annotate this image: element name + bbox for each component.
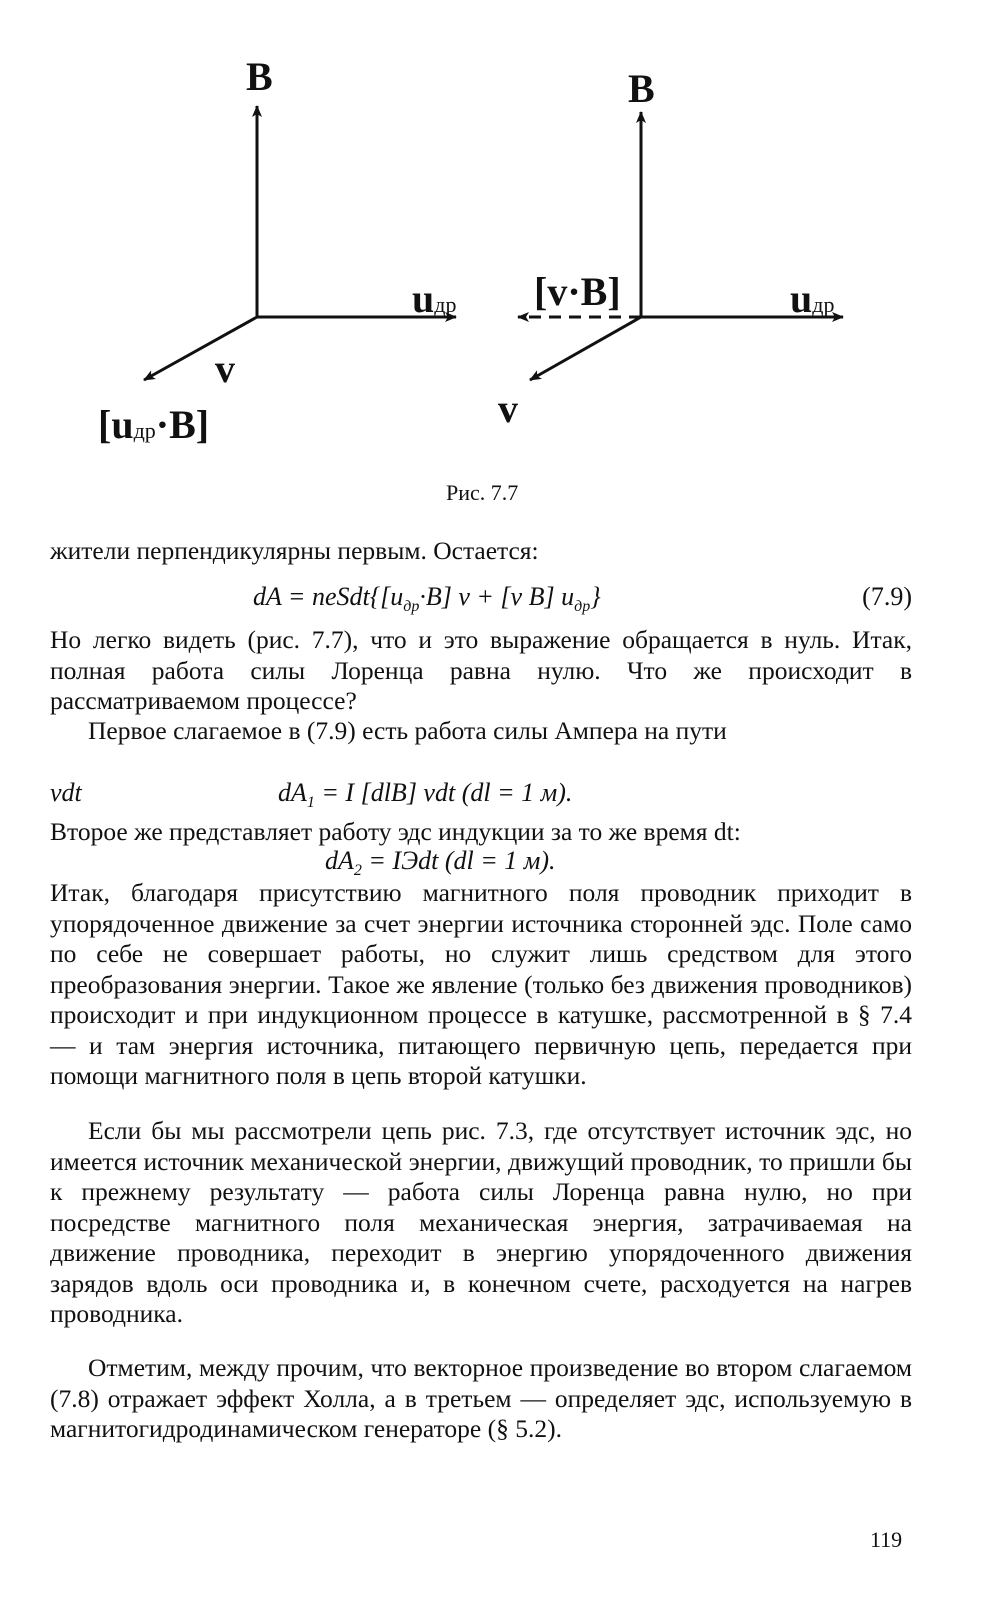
paragraph-2 bbox=[50, 716, 912, 747]
eq79-number: (7.9) bbox=[862, 582, 912, 611]
paragraph-5-text: Если бы мы рассмотрели цепь рис. 7.3, где отсутствует источник эдс, но имеется источник механической энергии, движущий проводник, то пришли бы к прежнему результату — работа силы Лоренца равна нулю, но при посредстве магнитного поля механическая энергия, затрачиваемая на движение проводника, переходит в энергию упорядоченного движения зарядов вдоль оси проводника и, в конечном счете, расходуется на нагрев проводника. bbox=[50, 1116, 912, 1328]
left-b-label: B bbox=[246, 54, 273, 99]
right-u-label: u bbox=[790, 276, 813, 321]
equation-7-9 bbox=[50, 582, 912, 614]
paragraph-6-text: Отметим, между прочим, что векторное произведение во втором слагаемом (7.8) отражает эффект Холла, а в третьем — определяет эдс, используемую в магнитогидродинамическом генераторе (§ 5.2). bbox=[50, 1353, 912, 1443]
line-1-text: жители перпендикулярны первым. Остается: bbox=[50, 536, 539, 565]
eq-a1-lhs: dA bbox=[278, 778, 307, 807]
left-v-axis bbox=[144, 317, 257, 380]
paragraph-1 bbox=[50, 625, 912, 717]
left-u-sub: др bbox=[434, 292, 457, 317]
left-u-label: u bbox=[412, 276, 435, 321]
paragraph-3-text: Второе же представляет работу эдс индукции за то же время dt: bbox=[50, 817, 741, 846]
paragraph-6 bbox=[50, 1353, 912, 1445]
right-v-label: v bbox=[498, 386, 518, 431]
svg-text:[uдр·B] bbox=[98, 402, 209, 447]
figure-caption-text: Рис. 7.7 bbox=[446, 480, 519, 505]
left-cross-sub: др bbox=[133, 418, 156, 443]
eq79-mid: ·B] v + [v B] u bbox=[419, 582, 575, 611]
paragraph-4-text: Итак, благодаря присутствию магнитного поля проводник приходит в упорядоченное движение за счет энергии источника сторонней эдс. Поле само по себе не совершает работы, но служит лишь средством для этого преобразования энергии. Такое же явление (только без движения проводников) происходит и при индукционном процессе в катушке, рассмотренной в § 7.4 — и там энергия источника, питающего первичную цепь, передается при помощи магнитного поля в цепь второй катушки. bbox=[50, 878, 912, 1090]
svg-text:uдр bbox=[412, 276, 456, 321]
right-u-sub: др bbox=[812, 292, 835, 317]
eq79-sub2: др bbox=[574, 598, 591, 616]
paragraph-5 bbox=[50, 1116, 912, 1330]
right-b-label: B bbox=[628, 66, 655, 111]
eq79-lhs: dA = neSdt{[u bbox=[253, 582, 404, 611]
left-cross-label: [u bbox=[98, 402, 134, 447]
equation-da1 bbox=[50, 778, 912, 810]
equation-da2 bbox=[50, 846, 912, 878]
left-diagram bbox=[98, 54, 456, 447]
page-number: 119 bbox=[870, 1527, 903, 1552]
eq-a1-rhs: = I [dlB] vdt (dl = 1 м). bbox=[314, 778, 573, 807]
figure-7-7 bbox=[0, 0, 1001, 470]
right-cross-label: [v·B] bbox=[534, 269, 621, 314]
left-v-label: v bbox=[215, 346, 235, 391]
svg-text:uдр bbox=[790, 276, 834, 321]
right-diagram bbox=[498, 66, 843, 431]
eq79-sub1: др bbox=[403, 598, 420, 616]
eq-a2-rhs: = IЭdt (dl = 1 м). bbox=[361, 846, 556, 875]
paragraph-2-text: Первое слагаемое в (7.9) есть работа силы Ампера на пути bbox=[88, 716, 727, 745]
eq-a2-lhs: dA bbox=[325, 846, 354, 875]
eq-a1-sub: 1 bbox=[306, 794, 315, 812]
eq-a2-sub: 2 bbox=[353, 862, 362, 880]
paragraph-3 bbox=[50, 817, 912, 848]
right-v-axis bbox=[530, 317, 641, 380]
eq-a1-left: vdt bbox=[50, 778, 82, 807]
left-cross-tail: ·B] bbox=[155, 402, 210, 447]
eq79-end: } bbox=[590, 582, 601, 611]
line-1 bbox=[50, 536, 912, 567]
paragraph-1-text: Но легко видеть (рис. 7.7), что и это выражение обращается в нуль. Итак, полная работа силы Лоренца равна нулю. Что же происходит в рассматриваемом процессе? bbox=[50, 625, 912, 715]
paragraph-4 bbox=[50, 878, 912, 1092]
